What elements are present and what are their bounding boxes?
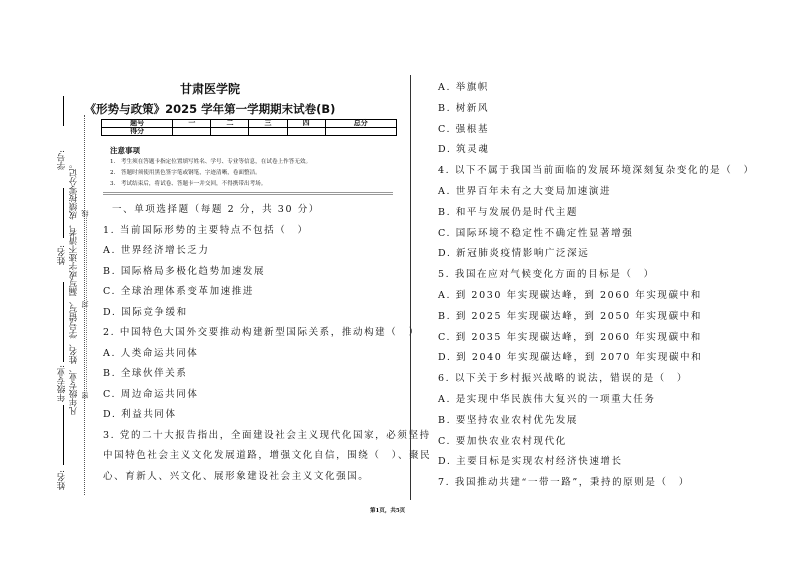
question-line: B. 树新风: [438, 102, 490, 114]
question-line: D. 新冠肺炎疫情影响广泛深远: [438, 248, 590, 260]
question-line: 6. 以下关于乡村振兴战略的说法，错误的是（ ）: [438, 373, 688, 385]
question-line: 心、育新人、兴文化、展形象建设社会主义文化强国。: [103, 470, 370, 482]
question-line: B. 要坚持农业农村优先发展: [438, 414, 578, 426]
page-footer: 第1页，共5页: [370, 508, 406, 514]
notice-item: 1. 考生须在答题卡指定位置填写姓名、学号、专业等信息，在试卷上作答无效。: [110, 159, 312, 165]
question-line: C. 周边命运共同体: [103, 388, 199, 400]
header-rule: [103, 192, 393, 195]
question-line: 一、单项选择题（每题 2 分，共 30 分）: [112, 204, 320, 215]
question-line: 2. 中国特色大国外交要推动构建新型国际关系，推动构建（ ）: [103, 327, 420, 338]
score-cell: 三: [249, 120, 287, 128]
question-line: B. 全球伙伴关系: [103, 368, 188, 379]
score-cell: [325, 128, 396, 136]
student-id-label: 学号:: [57, 150, 67, 170]
question-line: 7. 我国推动共建“一带一路”，秉持的原则是（ ）: [438, 477, 690, 489]
name-label: 姓名:: [57, 245, 67, 265]
question-line: B. 到 2025 年实现碳达峰，到 2050 年实现碳中和: [438, 310, 702, 322]
seal-text: 密………………………………封………………………………线: [81, 210, 89, 400]
score-header-row: [102, 120, 397, 128]
score-value-row: [102, 128, 397, 136]
score-cell: [173, 128, 211, 136]
question-line: C. 到 2035 年实现碳达峰，到 2060 年实现碳中和: [438, 331, 702, 343]
name2-label: 姓名:: [57, 470, 67, 490]
score-cell: 一: [173, 120, 211, 128]
question-line: C. 要加快农业农村现代化: [438, 435, 567, 447]
question-line: D. 国际竞争缓和: [103, 306, 188, 318]
question-line: 1. 当前国际形势的主要特点不包括（ ）: [103, 224, 309, 236]
score-cell: 题号: [102, 120, 173, 128]
question-line: C. 强根基: [438, 123, 490, 135]
score-cell: 四: [287, 120, 325, 128]
question-line: C. 国际环境不稳定性不确定性显著增强: [438, 227, 634, 239]
question-line: 3. 党的二十大报告指出，全面建设社会主义现代化国家，必须坚持: [103, 429, 431, 441]
score-cell: [211, 128, 249, 136]
question-line: 5. 我国在应对气候变化方面的目标是（ ）: [438, 269, 655, 281]
question-line: B. 国际格局多极化趋势加速发展: [103, 265, 266, 277]
score-table: [101, 119, 397, 136]
score-cell: [249, 128, 287, 136]
question-line: 中国特色社会主义文化发展道路，增强文化自信，围绕（ ）、聚民: [103, 450, 432, 461]
notice-item: 3. 考试结束后，将试卷、答题卡一并交回，不得携带出考场。: [110, 181, 267, 187]
score-cell: 二: [211, 120, 249, 128]
question-line: D. 利益共同体: [103, 409, 177, 420]
question-line: A. 是实现中华民族伟大复兴的一项重大任务: [438, 394, 656, 405]
question-line: 4. 以下不属于我国当前面临的发展环境深刻复杂变化的是（ ）: [438, 165, 755, 177]
school-name: 甘肃医学院: [179, 82, 240, 96]
question-line: B. 和平与发展仍是时代主题: [438, 206, 578, 218]
question-line: C. 全球治理体系变革加速推进: [103, 286, 254, 297]
question-line: A. 到 2030 年实现碳达峰，到 2060 年实现碳中和: [438, 290, 702, 301]
score-cell: [287, 128, 325, 136]
question-line: A. 世界百年未有之大变局加速演进: [438, 186, 612, 197]
name2-line: [63, 405, 64, 465]
name-line: [63, 188, 64, 238]
question-line: A. 举旗帜: [438, 82, 490, 93]
binding-warning: 凡年级专业、姓名、学号错写、漏写或字迹不清者，成绩按零分记。: [69, 160, 79, 415]
grade-major-label: 年级专业:: [57, 365, 67, 402]
question-line: D. 筑灵魂: [438, 144, 490, 156]
notice-heading: 注意事项: [110, 146, 140, 155]
column-divider: [410, 75, 411, 500]
question-line: D. 到 2040 年实现碳达峰，到 2070 年实现碳中和: [438, 352, 703, 364]
score-cell: 总分: [325, 120, 396, 128]
score-cell: 得分: [102, 128, 173, 136]
question-line: D. 主要目标是实现农村经济快速增长: [438, 456, 623, 468]
question-line: A. 人类命运共同体: [103, 347, 199, 359]
grade-major-line: [63, 282, 64, 362]
exam-title: 《形势与政策》2025 学年第一学期期末试卷(B): [84, 102, 336, 116]
notice-item: 2. 答题时须使用黑色签字笔或钢笔，字迹清晰，卷面整洁。: [110, 170, 261, 176]
question-line: A. 世界经济增长乏力: [103, 245, 210, 256]
